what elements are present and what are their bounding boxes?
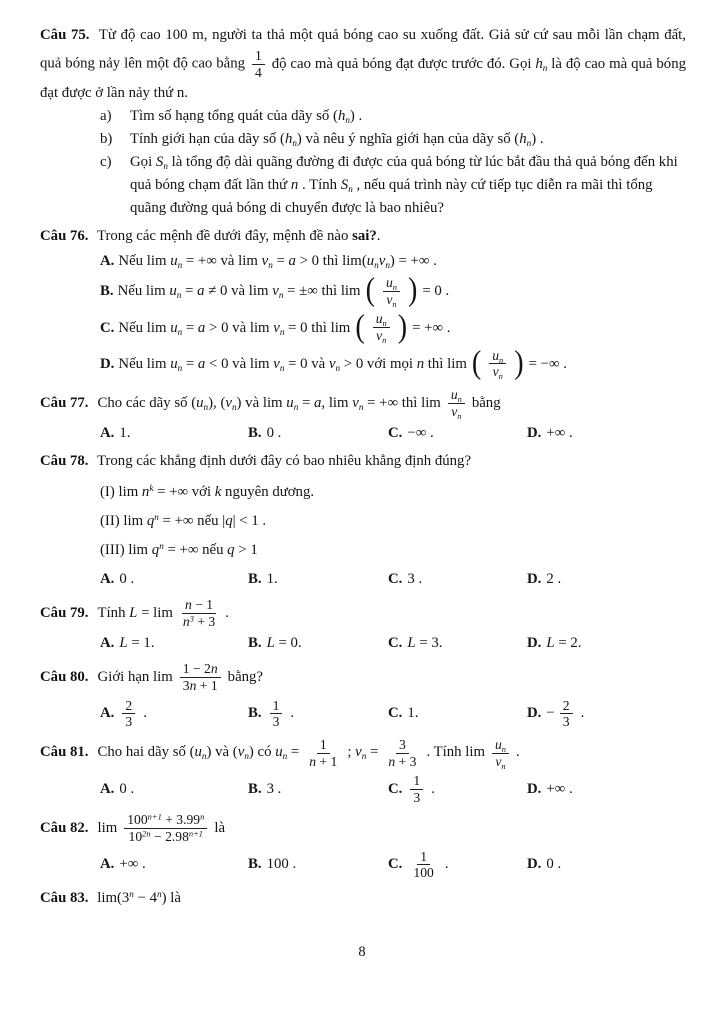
option-d-punct: . <box>580 705 585 722</box>
question-82-number: Câu 82. <box>40 819 89 836</box>
answer-options <box>100 422 686 445</box>
fraction-denominator: 3n + 1 <box>182 677 218 693</box>
question-79-text: Tính L = lim <box>97 604 173 621</box>
option-c-label: C. <box>388 635 403 652</box>
question-80 <box>40 660 686 731</box>
question-81-text-3: . Tính lim <box>426 744 485 761</box>
question-79 <box>40 596 686 655</box>
question-78-text: Trong các khẳng định dưới đây có bao nhiêu khẳng định đúng? <box>96 453 472 470</box>
fraction-denominator: $10^{2n} - 2.98^{n+1}$ <box>128 828 204 845</box>
fraction <box>489 348 506 380</box>
option-b-value: 1. <box>266 571 278 588</box>
fraction <box>270 698 283 730</box>
subitem-c-marker: c) <box>100 153 112 170</box>
question-79-number: Câu 79. <box>40 604 89 621</box>
question-75-text-cont: độ cao mà quả bóng đạt được trước đó. Gọi $h_n$ là độ cao mà quả bóng đạt được ở lần nảy thứ n. <box>40 55 686 101</box>
option-b <box>248 853 388 876</box>
option-d-value: +∞ . <box>546 780 573 797</box>
fraction-denominator: 3 <box>413 789 421 805</box>
statement-2 <box>100 510 686 532</box>
option-a-label: A. <box>100 856 115 873</box>
fraction-numerator: 1 <box>252 48 265 65</box>
question-81-stem <box>40 736 686 770</box>
option-c-value: −∞ . <box>407 425 434 442</box>
fraction-denominator: 3 <box>272 714 280 730</box>
fraction <box>410 849 436 881</box>
option-d <box>527 697 686 731</box>
fraction <box>560 698 573 730</box>
fraction-denominator: n + 1 <box>309 753 338 769</box>
fraction-denominator: $v_n$ <box>451 403 462 421</box>
question-81-number: Câu 81. <box>40 744 89 761</box>
fraction-denominator: $v_n$ <box>492 364 503 382</box>
question-76 <box>40 225 686 381</box>
question-81-text-1: Cho hai dãy số $(u_n)$ và $(v_n)$ có $u_n$ = <box>97 744 300 762</box>
subitem-a-marker: a) <box>100 108 112 125</box>
option-b-value: L = 0. <box>266 635 302 652</box>
fraction-denominator: 3 <box>125 714 133 730</box>
fraction-denominator: $v_n$ <box>386 291 397 309</box>
option-b-label: B. <box>248 856 262 873</box>
question-75 <box>40 24 686 220</box>
fraction-numerator: $u_n$ <box>373 311 390 328</box>
option-a-label: A. <box>100 780 115 797</box>
fraction <box>122 698 135 730</box>
question-80-text: Giới hạn lim <box>97 668 173 685</box>
option-a-value: 0 . <box>119 571 135 588</box>
option-a-label: A. <box>100 571 115 588</box>
fraction-denominator: $v_n$ <box>495 753 506 771</box>
option-d-label: D. <box>527 635 542 652</box>
question-81-text-2: ; $v_n$ = <box>347 744 379 762</box>
option-a-text: Nếu $\lim u_n$ = +∞ và $\lim v_n = a > 0$ thì $\lim(u_nv_n)$ = +∞ . <box>118 253 437 271</box>
option-d-label: D. <box>527 856 542 873</box>
option-c <box>388 632 527 655</box>
statement-3 <box>100 539 686 561</box>
option-d: D. Nếu $\lim u_n = a < 0$ và $\lim v_n = 0$ và $v_n > 0$ với mọi n thì lim ( $\frac{u_n}{v_n}$ ) = −∞ . <box>100 345 567 382</box>
option-c-label: C. <box>388 856 403 873</box>
option-c <box>388 848 527 882</box>
option-a <box>100 853 248 876</box>
option-d-value: +∞ . <box>546 425 573 442</box>
fraction <box>306 737 340 769</box>
option-d <box>527 853 686 876</box>
subitem-b <box>100 128 686 151</box>
fraction-denominator: $v_n$ <box>376 328 387 346</box>
subitem-b-text: Tính giới hạn của dãy số $(h_n)$ và nêu ý nghĩa giới hạn của dãy số $(h_n)$ . <box>130 130 544 149</box>
statement-1 <box>100 481 686 503</box>
option-a-value: +∞ . <box>119 856 146 873</box>
question-79-text-post: . <box>225 604 229 621</box>
option-c <box>388 702 527 725</box>
option-c-value: L = 3. <box>407 635 443 652</box>
fraction-numerator: n − 1 <box>182 597 216 614</box>
question-75-text: Từ độ cao 100 m, người ta thả một quả bóng cao su xuống đất. Giả sử cứ sau mỗi lần chạm đất, quả bóng nảy lên một độ cao bằng <box>40 27 686 72</box>
option-d-label: D. <box>100 355 115 372</box>
option-b <box>248 697 388 731</box>
option-a-value: 0 . <box>119 780 135 797</box>
question-82-text-post: là <box>214 819 226 836</box>
option-c-label: C. <box>388 780 403 797</box>
option-c-text: Nếu $\lim u_n = a > 0$ và $\lim v_n = 0$ thì lim <box>118 319 351 337</box>
option-d-value: L = 2. <box>546 635 582 652</box>
fraction <box>385 737 419 769</box>
option-a-punct: . <box>143 705 147 722</box>
option-c <box>388 772 527 806</box>
answer-options <box>100 848 686 882</box>
option-a <box>100 632 248 655</box>
fraction-denominator: 3 <box>562 714 570 730</box>
option-a-value: 1. <box>119 425 131 442</box>
fraction <box>180 661 221 693</box>
option-d-label: D. <box>527 571 542 588</box>
fraction-numerator: 2 <box>122 698 135 715</box>
option-d <box>527 422 686 445</box>
question-80-number: Câu 80. <box>40 668 89 685</box>
option-c <box>388 568 527 591</box>
option-c-label: C. <box>388 425 403 442</box>
option-b <box>248 568 388 591</box>
option-b-punct: . <box>290 705 295 722</box>
option-c-label: C. <box>388 705 403 722</box>
fraction <box>383 275 400 307</box>
option-c-value: 1. <box>407 705 419 722</box>
option-b <box>248 422 388 445</box>
subitem-a <box>100 105 686 128</box>
fraction <box>180 597 218 629</box>
fraction-numerator: 3 <box>396 737 409 754</box>
question-81 <box>40 736 686 807</box>
statement-3-text: (III) $\lim q^n$ = +∞ nếu q > 1 <box>100 540 258 558</box>
fraction-denominator: 4 <box>254 65 262 81</box>
option-b: B. Nếu $\lim u_n = a \ne 0$ và $\lim v_n$ = ±∞ thì lim ( $\frac{u_n}{v_n}$ ) = 0 . <box>100 272 450 309</box>
option-b <box>248 632 388 655</box>
option-d-label: D. <box>527 780 542 797</box>
question-80-text-post: bằng? <box>227 668 264 685</box>
option-b-label: B. <box>248 705 262 722</box>
answer-options <box>100 697 686 731</box>
option-c: C. Nếu $\lim u_n = a > 0$ và $\lim v_n = 0$ thì lim ( $\frac{u_n}{v_n}$ ) = +∞ . <box>100 309 451 346</box>
option-c-label: C. <box>388 571 403 588</box>
question-82-stem <box>40 811 686 845</box>
question-78-number: Câu 78. <box>40 453 89 470</box>
option-d-value: 0 . <box>546 856 562 873</box>
question-79-stem <box>40 596 686 630</box>
fraction-numerator: 1 − 2n <box>180 661 221 678</box>
fraction <box>124 812 207 844</box>
option-b <box>248 778 388 801</box>
option-a <box>100 568 248 591</box>
question-83 <box>40 887 686 910</box>
option-b-label: B. <box>248 425 262 442</box>
option-c <box>388 422 527 445</box>
fraction-numerator: $u_n$ <box>383 275 400 292</box>
fraction-numerator: 1 <box>417 849 430 866</box>
option-b-value: 3 . <box>266 780 282 797</box>
subitem-b-marker: b) <box>100 130 113 147</box>
option-a <box>100 778 248 801</box>
fraction-numerator: $u_n$ <box>492 737 509 754</box>
question-83-text: $\lim(3^n - 4^n)$ là <box>97 888 181 906</box>
statement-2-text: (II) $\lim q^n$ = +∞ nếu |q| < 1 . <box>100 511 267 529</box>
option-b-text-post: = 0 . <box>422 283 450 300</box>
option-b-label: B. <box>248 780 262 797</box>
answer-options <box>100 568 686 591</box>
question-82 <box>40 811 686 882</box>
option-b-value: 100 . <box>266 856 297 873</box>
fraction-denominator: $n^3 + 3$ <box>182 613 216 629</box>
fraction-denominator: 100 <box>413 865 434 881</box>
fraction-numerator: 1 <box>317 737 330 754</box>
question-76-stem <box>40 225 686 248</box>
option-a-label: A. <box>100 425 115 442</box>
question-81-text-4: . <box>516 744 520 761</box>
question-75-number: Câu 75. <box>40 27 90 43</box>
option-d-text-post: = −∞ . <box>528 355 567 372</box>
option-c-label: C. <box>100 319 115 336</box>
option-b-label: B. <box>248 571 262 588</box>
fraction <box>373 311 390 346</box>
fraction <box>252 48 265 80</box>
option-a <box>100 250 686 272</box>
option-a <box>100 422 248 445</box>
page-number: 8 <box>358 944 366 960</box>
option-d-value: 2 . <box>546 571 562 588</box>
question-77-text-post: bằng <box>471 394 501 411</box>
question-76-number: Câu 76. <box>40 227 89 244</box>
option-c-value: 3 . <box>407 571 423 588</box>
question-77-number: Câu 77. <box>40 394 89 411</box>
option-b-label: B. <box>248 635 262 652</box>
option-b-value: 0 . <box>266 425 282 442</box>
fraction <box>448 387 465 419</box>
option-d <box>527 632 686 655</box>
question-83-number: Câu 83. <box>40 890 89 906</box>
option-d-label: D. <box>527 425 542 442</box>
question-77-text: Cho các dãy số $(u_n)$, $(v_n)$ và $\lim u_n = a$, $\lim v_n$ = +∞ thì lim <box>97 394 441 412</box>
question-78 <box>40 450 686 591</box>
question-83-stem <box>40 887 686 910</box>
question-77-stem <box>40 386 686 420</box>
option-d-sign: − <box>546 705 555 722</box>
fraction-numerator: $100^{n+1} + 3.99^n$ <box>124 812 207 829</box>
fraction-numerator: $u_n$ <box>448 387 465 404</box>
subitem-c-text: Gọi $S_n$ là tổng độ dài quãng đường đi được của quả bóng từ lúc bắt đầu thả quả bóng đến khi quả bóng chạm đất lần thứ n . Tính $S_n$ , nếu quá trình này cứ tiếp tục diễn ra mãi thì tổng quãng đường quả bóng di chuyển được là bao nhiêu? <box>130 153 678 216</box>
option-a-value: L = 1. <box>119 635 155 652</box>
fraction <box>492 737 509 769</box>
question-75-stem <box>40 24 686 105</box>
option-c-punct: . <box>431 780 435 797</box>
answer-options <box>100 772 686 806</box>
option-a-label: A. <box>100 705 115 722</box>
fraction-numerator: 2 <box>560 698 573 715</box>
fraction-numerator: $u_n$ <box>489 348 506 365</box>
subitem-a-text: Tìm số hạng tổng quát của dãy số $(h_n)$ . <box>130 108 363 126</box>
option-d-label: D. <box>527 705 542 722</box>
question-82-text: lim <box>97 819 118 836</box>
option-a <box>100 697 248 731</box>
fraction-numerator: 1 <box>270 698 283 715</box>
question-78-stem <box>40 450 686 473</box>
subitem-c <box>100 151 686 220</box>
option-b-label: B. <box>100 283 114 300</box>
option-c-punct: . <box>444 856 449 873</box>
option-c-text-post: = +∞ . <box>412 319 451 336</box>
question-76-text: Trong các mệnh đề dưới đây, mệnh đề nào sai?. <box>96 227 381 244</box>
option-b-text: Nếu $\lim u_n = a \ne 0$ và $\lim v_n$ = ±∞ thì lim <box>117 283 361 301</box>
fraction <box>410 773 423 805</box>
option-d <box>527 568 686 591</box>
fraction-numerator: 1 <box>410 773 423 790</box>
option-d <box>527 778 686 801</box>
option-a-label: A. <box>100 253 115 270</box>
fraction-denominator: n + 3 <box>388 753 417 769</box>
option-d-text: Nếu $\lim u_n = a < 0$ và $\lim v_n = 0$ và $v_n > 0$ với mọi n thì lim <box>118 355 467 374</box>
option-a-label: A. <box>100 635 115 652</box>
answer-options <box>100 632 686 655</box>
question-75-subitems <box>100 105 686 220</box>
question-80-stem <box>40 660 686 694</box>
question-77 <box>40 386 686 445</box>
statement-1-text: (I) $\lim n^k$ = +∞ với k nguyên dương. <box>100 482 315 500</box>
